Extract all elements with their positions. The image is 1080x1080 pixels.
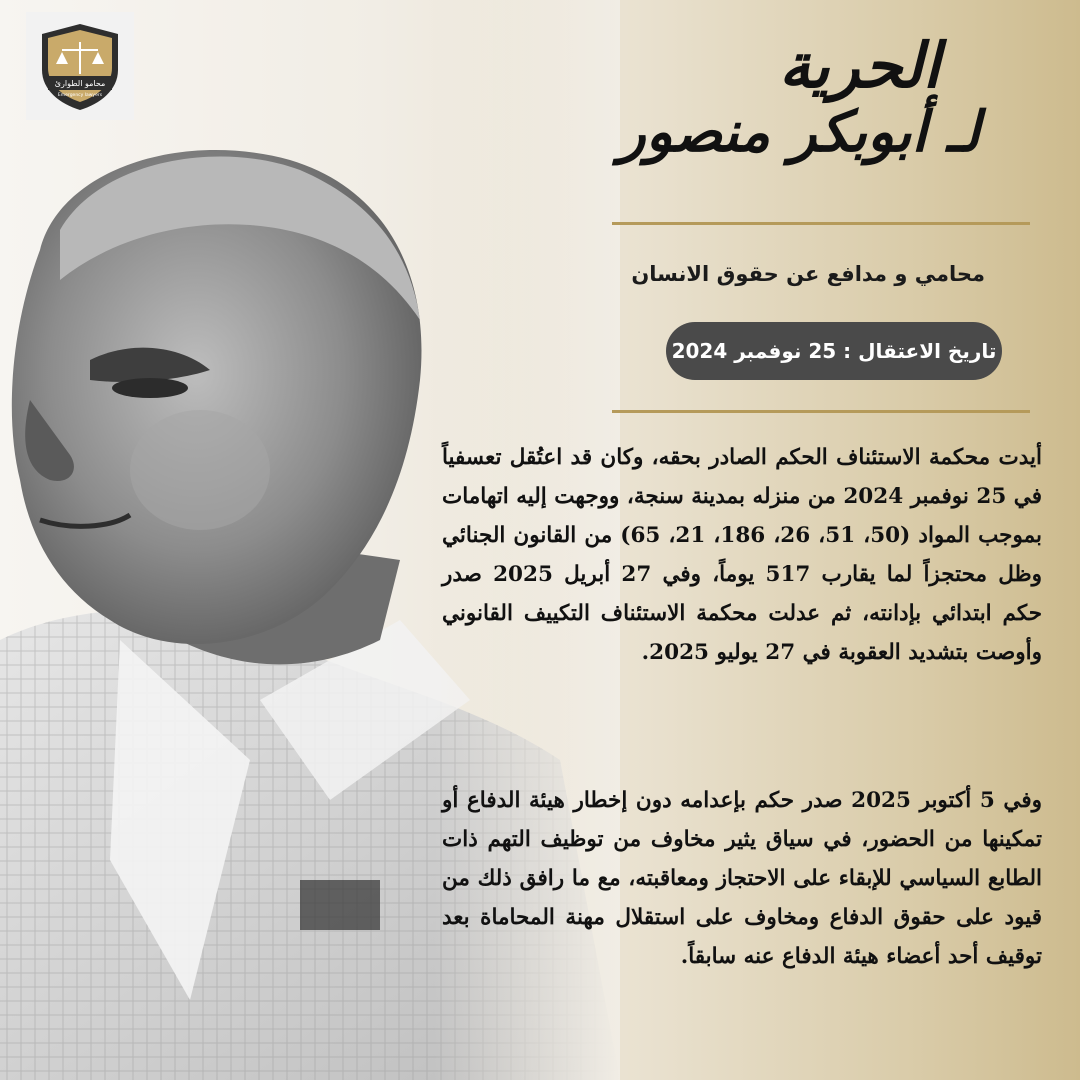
profession-subtitle: محامي و مدافع عن حقوق الانسان: [631, 262, 985, 286]
divider-top: [612, 222, 1030, 225]
logo-text-en: Emergency lawyers: [57, 93, 103, 98]
logo-badge: [26, 12, 134, 120]
logo-text-ar: محامو الطوارئ: [54, 79, 106, 88]
arrest-date-badge: تاريخ الاعتقال : 25 نوفمبر 2024: [666, 322, 1002, 380]
scales-of-justice-icon: [34, 20, 126, 112]
headline: [460, 30, 980, 166]
body-paragraph-2: وفي 5 أكتوبر 2025 صدر حكم بإعدامه دون إخطار هيئة الدفاع أو تمكينها من الحضور، في سياق يثير مخاوف من توظيف التهم ذات الطابع السياسي للإبقاء على الاحتجاز ومعاقبته، مع ما رافق ذلك من قيود على حقوق الدفاع ومخاوف على استقلال مهنة المحاماة بعد توقيف أحد أعضاء هيئة الدفاع عنه سابقاً.: [442, 788, 1042, 969]
headline-line1: الحرية: [779, 29, 940, 102]
divider-bottom: [612, 410, 1030, 413]
headline-line2: لـ أبوبكر منصور: [618, 100, 980, 166]
body-paragraph-1: أيدت محكمة الاستئناف الحكم الصادر بحقه، وكان قد اعتُقل تعسفياً في 25 نوفمبر 2024 من منزله بمدينة سنجة، ووجهت إليه اتهامات بموجب المواد (50، 51، 26، 186، 21، 65) من القانون الجنائي وظل محتجزاً لما يقارب 517 يوماً، وفي 27 أبريل 2025 صدر حكم ابتدائي بإدانته، ثم عدلت محكمة الاستئناف التكييف القانوني وأوصت بتشديد العقوبة في 27 يوليو 2025.: [442, 445, 1042, 665]
